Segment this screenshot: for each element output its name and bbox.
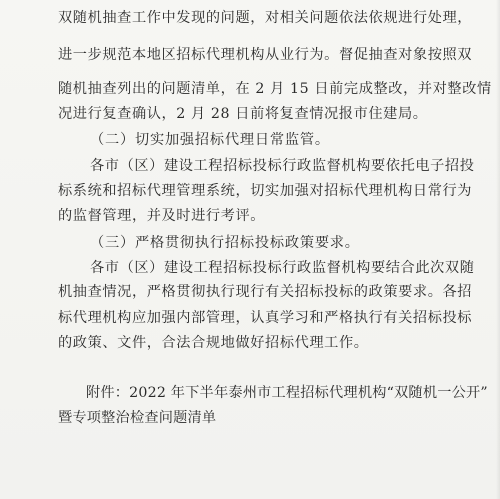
body-text-line: 标代理机构应加强内部管理，认真学习和严格执行有关招标投标 bbox=[58, 310, 473, 326]
body-text-line: 双随机抽查工作中发现的问题，对相关问题依法依规进行处理， bbox=[58, 10, 473, 26]
body-text-line: 进一步规范本地区招标代理机构从业行为。督促抽查对象按照双 bbox=[58, 47, 473, 63]
body-text-line: 各市（区）建设工程招标投标行政监督机构要依托电子招投 bbox=[90, 158, 475, 174]
body-text-line: 机抽查情况，严格贯彻执行现行有关招标投标的政策要求。各招 bbox=[58, 284, 473, 300]
body-text-line: 的政策、文件，合法合规地做好招标代理工作。 bbox=[58, 335, 369, 351]
body-text-line: 各市（区）建设工程招标投标行政监督机构要结合此次双随 bbox=[90, 260, 475, 276]
body-text-line: 况进行复查确认，2 月 28 日前将复查情况报市住建局。 bbox=[58, 106, 428, 122]
scan-edge-shadow bbox=[496, 0, 500, 499]
section-heading: （二）切实加强招标代理日常监管。 bbox=[90, 132, 330, 148]
attachment-line: 附件：2022 年下半年泰州市工程招标代理机构“双随机一公开” bbox=[86, 385, 488, 401]
section-heading: （三）严格贯彻执行招标投标政策要求。 bbox=[90, 235, 360, 251]
body-text-line: 随机抽查列出的问题清单，在 2 月 15 日前完成整改，并对整改情 bbox=[58, 81, 492, 97]
attachment-line: 暨专项整治检查问题清单 bbox=[58, 410, 217, 426]
body-text-line: 标系统和招标代理管理系统，切实加强对招标代理机构日常行为 bbox=[58, 183, 473, 199]
body-text-line: 的监督管理，并及时进行考评。 bbox=[58, 208, 266, 224]
